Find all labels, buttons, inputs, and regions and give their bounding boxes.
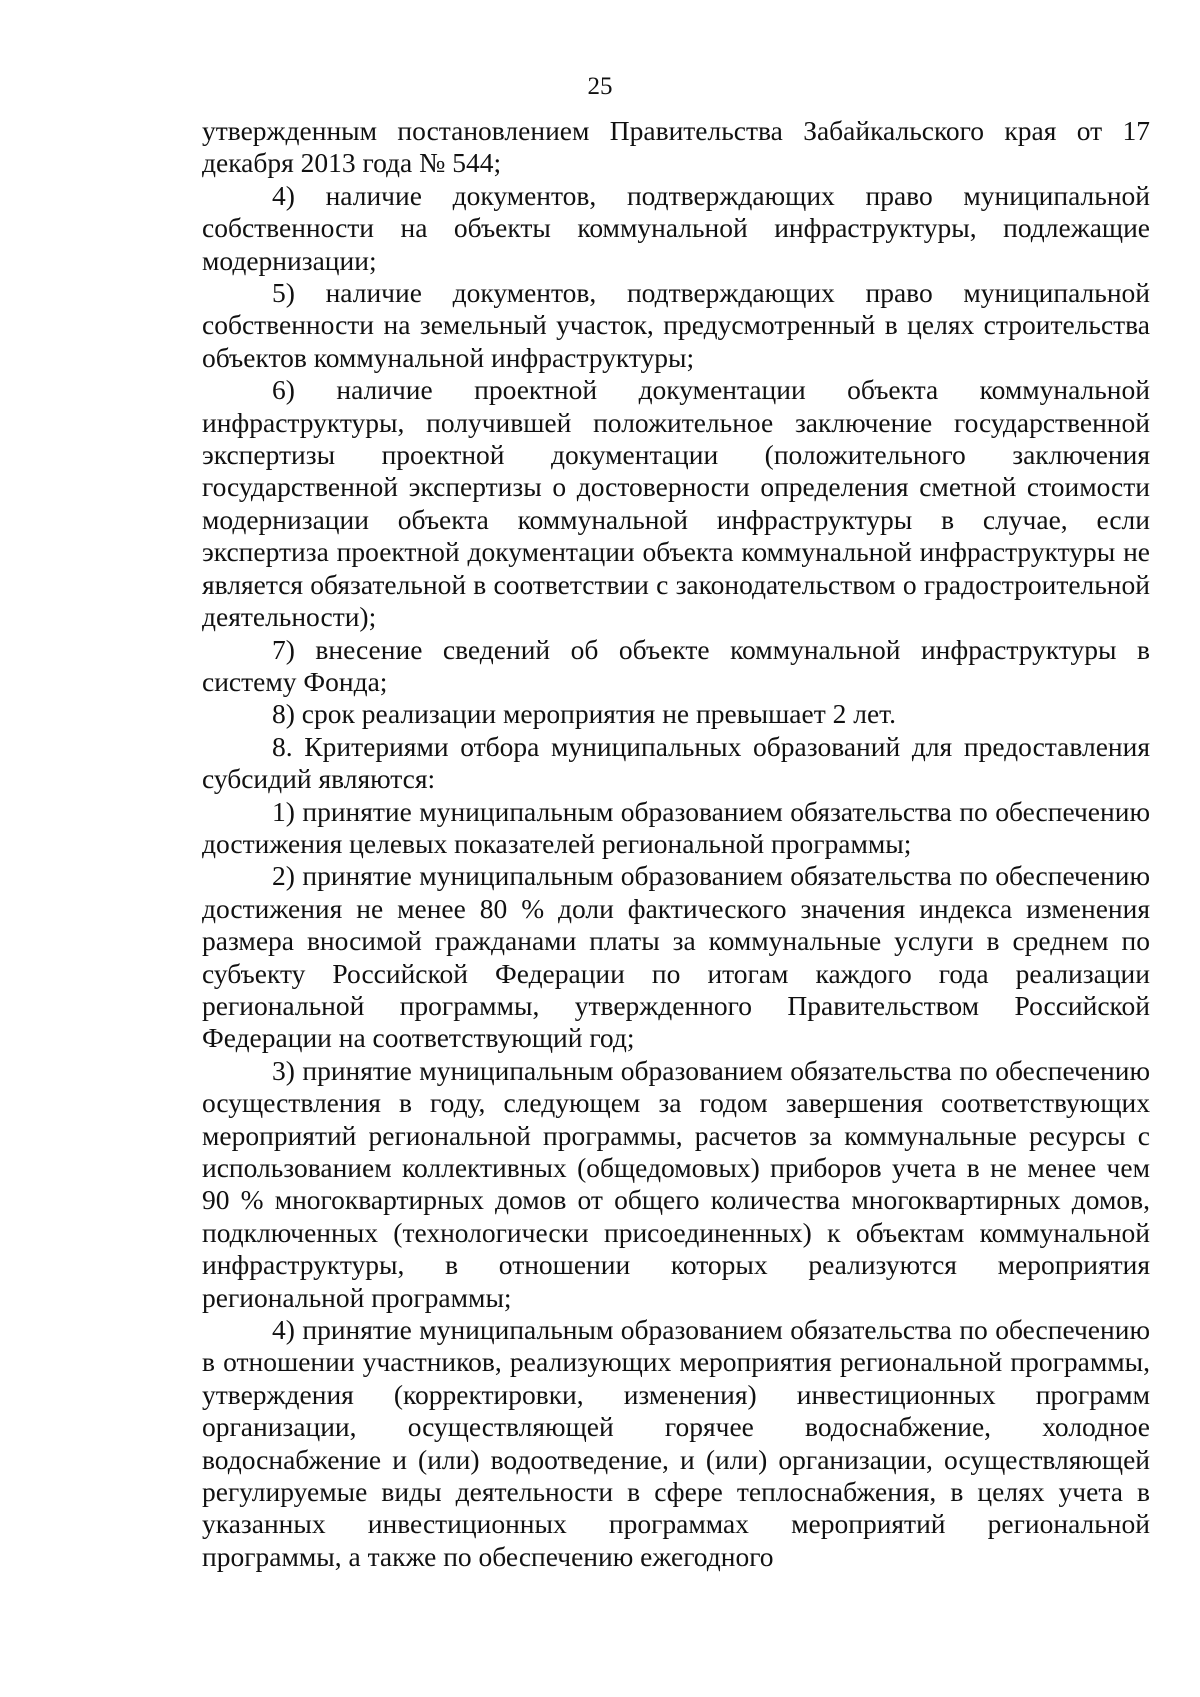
paragraph-item-7: 7) внесение сведений об объекте коммунальной инфраструктуры в систему Фонда;: [202, 633, 1150, 697]
paragraph-item-4: 4) наличие документов, подтверждающих право муниципальной собственности на объекты коммунальной инфраструктуры, подлежащие модернизации;: [202, 179, 1150, 276]
paragraph-item-8: 8) срок реализации мероприятия не превышает 2 лет.: [272, 698, 896, 730]
paragraph-criterion-2: 2) принятие муниципальным образованием обязательства по обеспечению достижения не менее 80 % доли фактического значения индекса изменения размера вносимой гражданами платы за коммунальные услуги в среднем по субъекту Российской Федерации по итогам каждого года реализации региональной программы, утвержденного Правительством Российской Федерации на соответствующий год;: [202, 860, 1150, 1054]
paragraph-criterion-4: 4) принятие муниципальным образованием обязательства по обеспечению в отношении участников, реализующих мероприятия региональной программы, утверждения (корректировки, изменения) инвестиционных программ организации, осуществляющей горячее водоснабжение, холодное водоснабжение и (или) водоотведение, и (или) организации, осуществляющей регулируемые виды деятельности в сфере теплоснабжения, в целях учета в указанных инвестиционных программах мероприятий региональной программы, а также по обеспечению ежегодного: [202, 1314, 1150, 1572]
paragraph-section-8: 8. Критериями отбора муниципальных образований для предоставления субсидий являются:: [202, 730, 1150, 795]
paragraph-criterion-1: 1) принятие муниципальным образованием обязательства по обеспечению достижения целевых показателей региональной программы;: [202, 795, 1150, 859]
paragraph-item-6: 6) наличие проектной документации объекта коммунальной инфраструктуры, получившей положительное заключение государственной экспертизы проектной документации (положительного заключения государственной экспертизы о достоверности определения сметной стоимости модернизации объекта коммунальной инфраструктуры в случае, если экспертиза проектной документации объекта коммунальной инфраструктуры не является обязательной в соответствии с законодательством о градостроительной деятельности);: [202, 374, 1150, 633]
document-body: [202, 115, 1150, 1573]
paragraph-criterion-3: 3) принятие муниципальным образованием обязательства по обеспечению осуществления в году, следующем за годом завершения соответствующих мероприятий региональной программы, расчетов за коммунальные ресурсы с использованием коллективных (общедомовых) приборов учета в не менее чем 90 % многоквартирных домов от общего количества многоквартирных домов, подключенных (технологически присоединенных) к объектам коммунальной инфраструктуры, в отношении которых реализуются мероприятия региональной программы;: [202, 1054, 1150, 1313]
page-number: 25: [587, 73, 613, 100]
paragraph-intro: утвержденным постановлением Правительства Забайкальского края от 17 декабря 2013 года № 544;: [202, 115, 1150, 179]
paragraph-item-5: 5) наличие документов, подтверждающих право муниципальной собственности на земельный участок, предусмотренный в целях строительства объектов коммунальной инфраструктуры;: [202, 277, 1150, 373]
